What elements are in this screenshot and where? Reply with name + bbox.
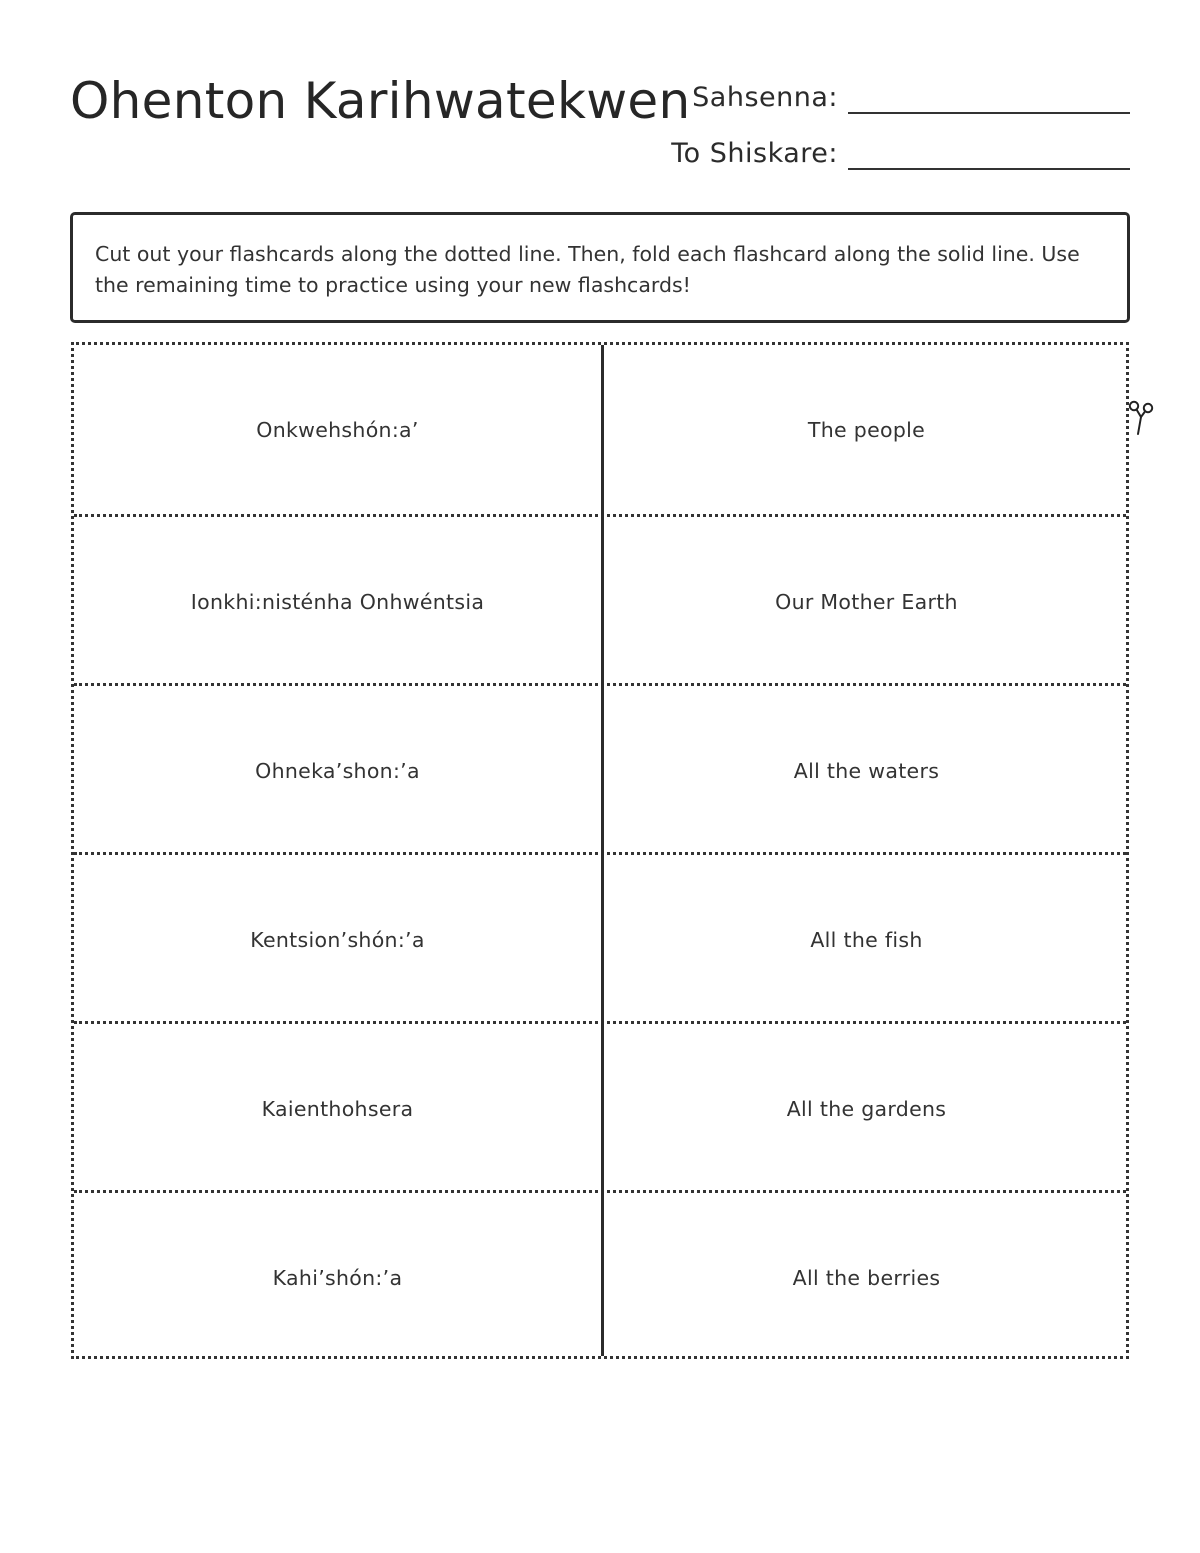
flashcard-definition: All the fish (810, 927, 923, 952)
flashcard-definition: All the waters (793, 758, 940, 783)
flashcard-definition: Our Mother Earth (775, 589, 958, 614)
flashcard-term: Kahi’shón:’a (272, 1265, 403, 1290)
date-field[interactable] (671, 130, 1130, 170)
scissors-icon (1124, 398, 1158, 436)
flashcard-term: Ionkhi:nisténha Onhwéntsia (190, 589, 485, 614)
flashcard-term: Kentsion’shón:’a (250, 927, 425, 952)
fold-line (601, 345, 604, 1356)
instructions-box: Cut out your flashcards along the dotted line. Then, fold each flashcard along the solid line. Use the remaining time to practice using your new flashcards! (70, 212, 1130, 323)
flashcard-definition: All the gardens (786, 1096, 947, 1121)
flashcard-term: Onkwehshón:a’ (256, 417, 419, 442)
date-label: To Shiskare: (671, 138, 838, 169)
flashcard-definition: The people (807, 417, 926, 442)
name-label: Sahsenna: (692, 82, 838, 113)
date-line[interactable] (848, 168, 1130, 170)
flashcard-row (74, 683, 1126, 855)
flashcard-row (74, 1190, 1126, 1362)
flashcard-row (74, 852, 1126, 1024)
flashcard-row (74, 514, 1126, 686)
flashcard-definition: All the berries (792, 1265, 941, 1290)
flashcard-sheet (71, 342, 1129, 1359)
name-line[interactable] (848, 112, 1130, 114)
flashcard-term: Kaienthohsera (261, 1096, 414, 1121)
flashcard-row (74, 345, 1126, 514)
name-field[interactable] (692, 74, 1130, 114)
flashcard-term: Ohneka’shon:’a (255, 758, 420, 783)
page-title: Ohenton Karihwatekwen (70, 72, 691, 130)
flashcard-row (74, 1021, 1126, 1193)
